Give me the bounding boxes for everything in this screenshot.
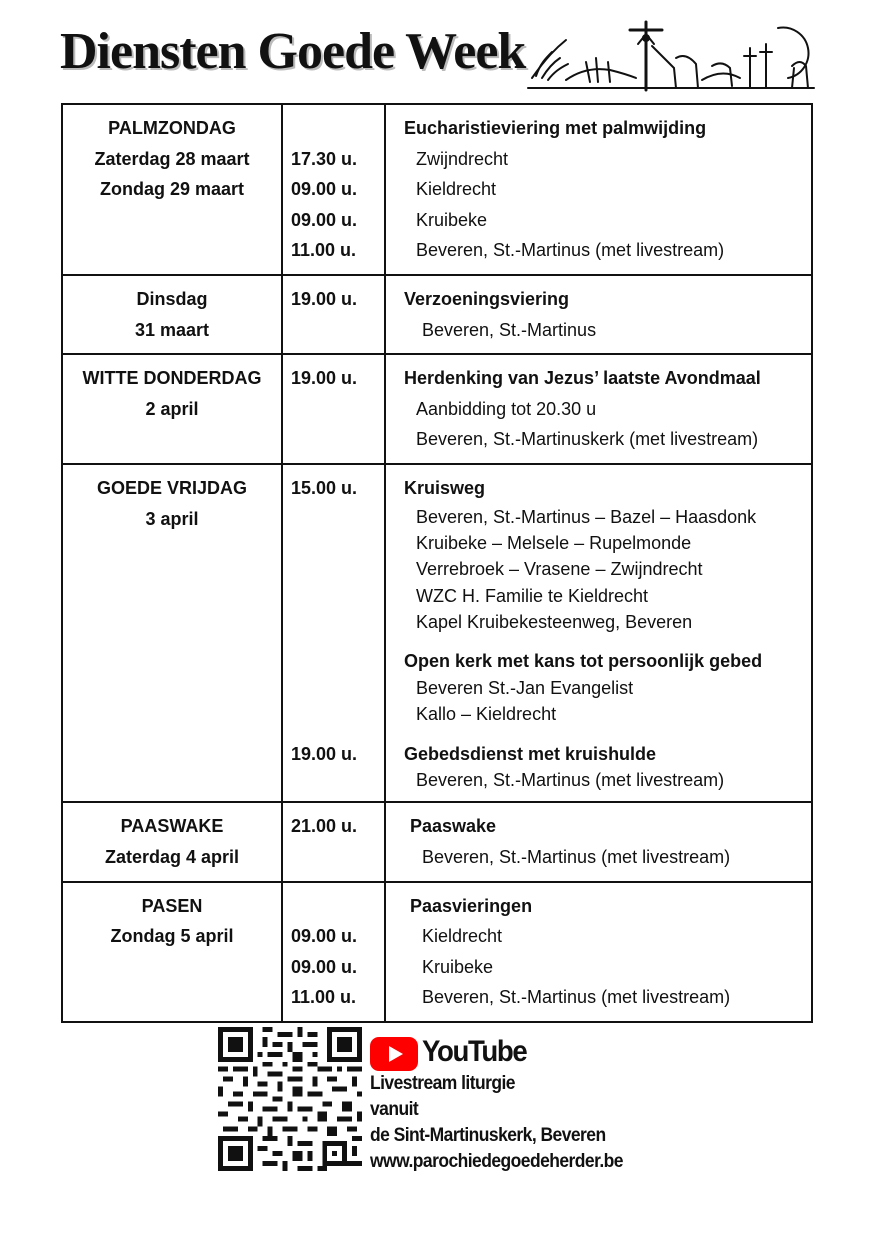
location: WZC H. Familie te Kieldrecht [416, 585, 649, 606]
crucifixion-scene-icon [526, 18, 816, 94]
service-title: Verzoeningsviering [404, 288, 570, 309]
day-cell [62, 464, 282, 803]
time-value: 19.00 u. [291, 743, 358, 764]
youtube-logo[interactable] [370, 1035, 530, 1071]
livestream-info [370, 1071, 623, 1175]
time-value: 19.00 u. [291, 288, 358, 309]
page-title: Diensten Goede Week [60, 23, 526, 80]
time-value: 09.00 u. [291, 209, 358, 230]
time-value: 11.00 u. [291, 987, 357, 1008]
livestream-line: Livestream liturgie [370, 1073, 515, 1094]
day-name: PAASWAKE [120, 816, 224, 837]
livestream-line: vanuit [370, 1099, 419, 1120]
location: Kruibeke [416, 209, 488, 230]
service-title: Kruisweg [404, 477, 486, 498]
day-cell [62, 802, 282, 881]
schedule-table [61, 103, 813, 1023]
day-name: WITTE DONDERDAG [82, 368, 262, 389]
schedule-row-dinsdag [62, 275, 812, 354]
time-cell [282, 882, 385, 1022]
time-value: 17.30 u. [291, 148, 358, 169]
location: Beveren, St.-Martinus – Bazel – Haasdonk [416, 506, 757, 527]
day-name: PALMZONDAG [108, 118, 236, 138]
time-cell [282, 104, 385, 275]
location: Kieldrecht [416, 179, 497, 200]
time-cell [282, 464, 385, 803]
youtube-play-icon [370, 1037, 418, 1071]
day-name: Dinsdag [136, 288, 208, 309]
youtube-wordmark: YouTube [422, 1035, 527, 1068]
schedule-row-pasen [62, 882, 812, 1022]
livestream-footer [218, 1027, 658, 1177]
description-cell [385, 275, 812, 354]
description-cell [385, 802, 812, 881]
location: Beveren St.-Jan Evangelist [416, 677, 634, 698]
service-title: Paasvieringen [410, 895, 533, 916]
day-name: PASEN [141, 895, 203, 916]
location: Beveren, St.-Martinus (met livestream) [422, 847, 731, 868]
day-date: Zaterdag 4 april [104, 847, 240, 868]
time-value: 11.00 u. [291, 240, 357, 261]
time-value: 19.00 u. [291, 368, 358, 389]
time-value: 09.00 u. [291, 956, 358, 977]
location: Verrebroek – Vrasene – Zwijndrecht [416, 559, 703, 580]
time-value: 21.00 u. [291, 816, 358, 837]
description-cell [385, 354, 812, 464]
location: Kruibeke [422, 956, 494, 977]
description-cell [385, 464, 812, 803]
location: Kieldrecht [422, 926, 503, 947]
time-value: 09.00 u. [291, 179, 358, 200]
website-link[interactable]: www.parochiedegoedeherder.be [370, 1151, 623, 1172]
time-value [291, 113, 384, 144]
location: Beveren, St.-Martinus (met livestream) [416, 240, 725, 261]
location: Kapel Kruibekesteenweg, Beveren [416, 612, 693, 633]
day-cell [62, 354, 282, 464]
schedule-row-witte-donderdag [62, 354, 812, 464]
service-title: Open kerk met kans tot persoonlijk gebed [404, 651, 763, 672]
description-cell [385, 882, 812, 1022]
service-title: Eucharistieviering met palmwijding [404, 118, 707, 138]
day-date: 3 april [145, 508, 199, 529]
location: Kallo – Kieldrecht [416, 704, 557, 725]
day-cell [62, 275, 282, 354]
description-cell [385, 104, 812, 275]
schedule-row-goede-vrijdag [62, 464, 812, 803]
day-cell [62, 104, 282, 275]
service-title: Gebedsdienst met kruishulde [404, 743, 657, 764]
day-date: 2 april [145, 398, 199, 419]
day-cell [62, 882, 282, 1022]
schedule-row-palmzondag [62, 104, 812, 275]
time-value: 09.00 u. [291, 926, 358, 947]
schedule-row-paaswake [62, 802, 812, 881]
location: Aanbidding tot 20.30 u [416, 398, 597, 419]
location: Kruibeke – Melsele – Rupelmonde [416, 532, 692, 553]
location: Beveren, St.-Martinus (met livestream) [422, 987, 731, 1008]
time-cell [282, 802, 385, 881]
day-name: GOEDE VRIJDAG [96, 477, 248, 498]
day-date: Zondag 5 april [110, 926, 234, 947]
service-title: Paaswake [410, 816, 497, 837]
qr-code-icon[interactable] [218, 1027, 362, 1171]
time-cell [282, 354, 385, 464]
day-date: 31 maart [134, 319, 210, 340]
time-value [291, 891, 384, 922]
location: Zwijndrecht [416, 148, 509, 169]
time-value: 15.00 u. [291, 477, 358, 498]
location: Beveren, St.-Martinus [422, 319, 597, 340]
location: Beveren, St.-Martinuskerk (met livestream) [416, 429, 759, 450]
location: Beveren, St.-Martinus (met livestream) [416, 770, 725, 791]
time-cell [282, 275, 385, 354]
livestream-line: de Sint-Martinuskerk, Beveren [370, 1125, 606, 1146]
service-title: Herdenking van Jezus’ laatste Avondmaal [404, 368, 761, 389]
day-date: Zaterdag 28 maart [94, 148, 250, 169]
day-date: Zondag 29 maart [99, 179, 245, 200]
